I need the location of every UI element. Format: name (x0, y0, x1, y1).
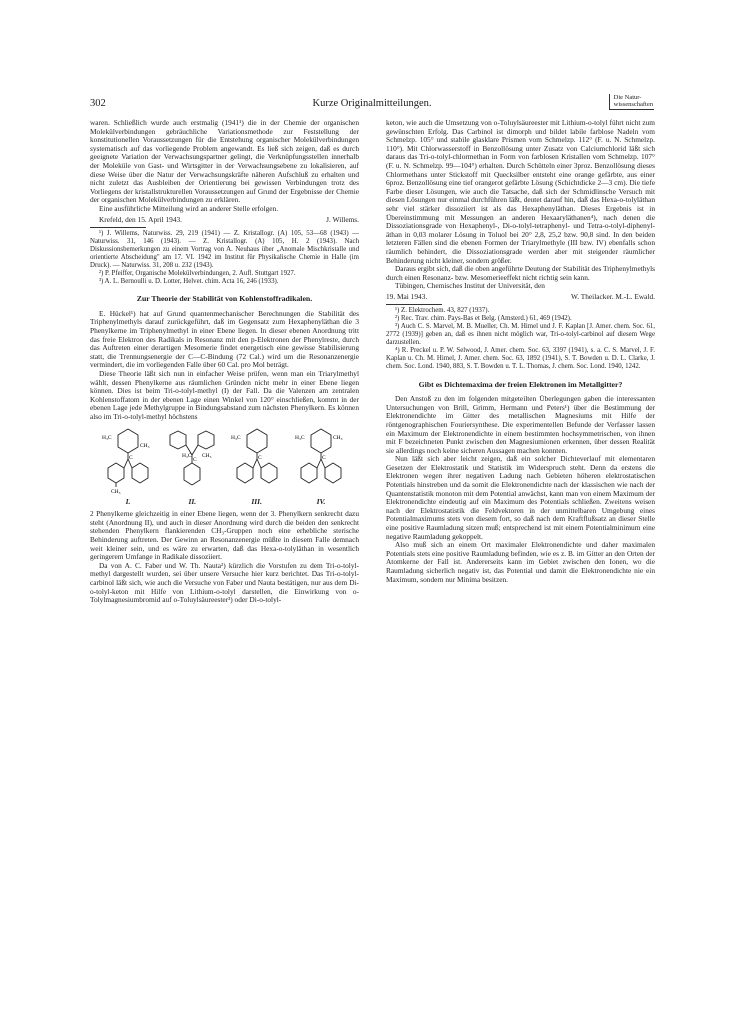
signature-line: Tübingen, Chemisches Institut der Universität, den (395, 281, 545, 291)
methyl-label: H₃C (294, 434, 305, 441)
paragraph: waren. Schließlich wurde auch erstmalig (1941¹) die in der Chemie der organischen Molekülverbindungen gebräuchliche Variationsmethode zur Feststellung der konstitutionellen Voraussetzungen für die Entstehung organischer Molekülverbindungen systematisch auf das vorliegende Problem angewandt. Es ließ sich zeigen, daß es durch geeignete Variation der Verwachsungspartner gelingt, die Verknüpfungsstellen innerhalb der Moleküle von Gast- und Wirtsgitter in der Verwachsungsebene zu lokalisieren, auf diese Weise über die Natur der Verwachsungskräfte näheren Aufschluß zu erhalten und nicht zuletzt das Ausbleiben der Orientierung bei gewissen Verbindungen trotz des Vorliegens der kristallstrukturellen Voraussetzungen auf Grund der Ergebnisse der Chemie der organischen Molekülverbindungen zu erklären. (90, 118, 359, 205)
structure-drawing (100, 425, 156, 497)
methyl-label: CH₃ (332, 434, 343, 441)
footnote: ²) Rec. Trav. chim. Pays-Bas et Belg. (Amsterd.) 61, 469 (1942). (395, 315, 572, 323)
paragraph: Daraus ergibt sich, daß die oben angeführte Deutung der Stabilität des Triphenylmethyls durch einen Resonanz- bzw. Mesomerieeffekt nicht richtig sein kann. (386, 264, 655, 282)
footnote: ¹) Z. Elektrochem. 43, 827 (1937). (395, 307, 490, 315)
journal-box (609, 94, 654, 110)
structure-drawing (229, 425, 285, 497)
methyl-label: CH₃ (140, 442, 150, 449)
structure-I (100, 425, 156, 507)
structure-label: IV. (316, 496, 326, 506)
carbon-label: C (193, 456, 197, 463)
section-title: Zur Theorie der Stabilität von Kohlenstoffradikalen. (136, 294, 313, 304)
methyl-label: H₃C (182, 452, 192, 459)
carbon-label: C (321, 454, 326, 461)
methyl-label: H₃C (230, 434, 241, 441)
paragraph: keton, wie auch die Umsetzung von o-Toluylsäureester mit Lithium-o-tolyl führt nicht zum gewünschten Erfolg. Das Carbinol ist dimorph und bildet labile farblose Nadeln vom Schmelzp. 105° und stabile glasklare Prismen vom Schmelzp. 112° (F. u. N. Schmelzp. 110°). Mit Chlorwasserstoff in Benzollösung unter Zusatz von Calciumchlorid läßt sich daraus das Tri-o-tolyl-chlormethan in Form von farblosen Kristallen vom Schmelzp. 107° (F. u. N. Schmelzp. 99—104°) erhalten. Durch Schütteln einer 3proz. Benzollösung dieses Chlormethans unter Stickstoff mit Quecksilber entsteht eine orange gefärbte, aus einer 6proz. Benzollösung eine tief orangerot gefärbte Lösung (Schichtdicke 2—3 cm). Die tiefe Farbe dieser Lösungen, wie auch die Tatsache, daß sich der Schmidlinsche Versuch mit diesen Lösungen nur einmal durchführen läßt, deutet darauf hin, daß das Hexa-o-tolyläthan sehr viel stärker dissoziiert ist als das Hexaphenyläthan. Dieses Ergebnis ist in Übereinstimmung mit Messungen an anderen Hexaaryläthanen⁴), nach denen die Dissoziationsgrade von Hexaphenyl-, Di-o-tolyl-tetraphenyl- und Tetra-o-tolyl-diphenyl-äthan in 0,03 molarer Lösung in Toluol bei 20° 2,8, 25,2 bzw. 90,8 sind. In den beiden letzteren Fällen sind die ebenen Formen der Triarylmethyle (III bzw. IV) ebenfalls schon räumlich behindert, die Dissoziationsgrade werden aber mit steigender räumlicher Behinderung nicht kleiner, sondern größer. (386, 118, 655, 265)
paragraph: Eine ausführliche Mitteilung wird an anderer Stelle erfolgen. (99, 203, 279, 213)
structure-label: I. (125, 496, 131, 506)
running-head: Kurze Originalmitteilungen. (312, 98, 432, 109)
paragraph: Also muß sich an einem Ort maximaler Elektronendichte und daher maximalen Potentials stets eine positive Raumladung befinden, wie es z. B. im Gitter an den Orten der Atomkerne der Fall ist. Andererseits kann im Gebiet zwischen den Ionen, wo die Raumladung sicherlich negativ ist, das Potential und damit die Elektronendichte nie ein Maximum, sondern nur Minima besitzen. (386, 540, 655, 584)
paragraph: Diese Theorie läßt sich nun in einfacher Weise prüfen, wenn man ein Triarylmethyl wählt, dessen Phenylkerne aus räumlichen Gründen nicht mehr in einer Ebene liegen können. Dies ist beim Tri-o-tolyl-methyl (I) der Fall. Da die Valenzen am zentralen Kohlenstoffatom in der ebenen Lage einen Winkel von 120° einschließen, kommt in der ebenen Lage jede Methylgruppe in Bindungsabstand zum nächsten Phenylkern. Es können also im Tri-o-tolyl-methyl höchstens (90, 369, 359, 421)
paragraph: Den Anstoß zu den im folgenden mitgeteilten Überlegungen gaben die interessanten Untersuchungen von Brill, Grimm, Hermann und Peters¹) über die Bestimmung der Elektronendichte im Gitter des metallischen Magnesiums mit Hilfe der röntgenographischen Fouriersynthese. Die experimentellen Befunde der Verfasser lassen ein Maximum der Elektronendichte in einem bestimmten hochsymmetrischen, von ihnen mit F bezeichneten Punkt zwischen den Magnesiumionen erkennen, über dessen Realität sie allerdings noch keine sicheren Aussagen machen konnten. (386, 394, 655, 455)
signature-place: Krefeld, den 15. April 1943. (99, 214, 183, 224)
structure-II (164, 425, 220, 507)
signature-authors: W. Theilacker. M.-L. Ewald. (570, 291, 655, 301)
right-column (386, 119, 655, 584)
footnote: ⁴) R. Preckel u. P. W. Selwood, J. Amer. chem. Soc. 63, 3397 (1941), s. a. C. S. Marvel, J. F. Kaplan u. Ch. M. Himel, J. Amer. chem. Soc. 63, 1892 (1941), S. T. Bowden u. D. L. Clarke, J. chem. Soc. Lond. 1940, 883, S. T. Bowden u. T. L. Thomas, J. chem. Soc. Lond. 1940, 1242. (386, 347, 655, 370)
structure-label: III. (251, 496, 262, 506)
signature (386, 293, 655, 302)
paragraph: E. Hückel¹) hat auf Grund quantenmechanischer Berechnungen die Stabilität des Triphenylmethyls darauf zurückgeführt, daß im Gegensatz zum Hexaphenyläthan die 3 Phenylkerne im Triphenylmethyl in einer Ebene liegen. In dieser ebenen Anordnung tritt das freie Elektron des Radikals in Resonanz mit den p-Elektronen der Phenylreste, durch das Auftreten einer derartigen Mesomerie findet energetisch eine gewisse Stabilisierung statt, die Trennungsenergie der C—C-Bindung (72 Cal.) wird um die Resonanzenergie vermindert, die im vorliegenden Falle über 60 Cal. pro Mol beträgt. (90, 308, 359, 370)
carbon-label: C (129, 454, 133, 461)
journal-line-1: Die Natur- (613, 94, 642, 101)
structure-label: II. (188, 496, 197, 506)
signature-date: 19. Mai 1943. (386, 291, 428, 301)
paragraph: Nun läßt sich aber leicht zeigen, daß ein solcher Dichteverlauf mit elementaren Gesetzen der Elektrostatik und Statistik im Widerspruch steht. Denn da erstens die Elektronen wegen ihrer negativen Ladung nach Gebieten höheren elektrostatischen Potentials hinstreben und da somit die Elektronendichte nach der klassischen wie nach der Quantenstatistik monoton mit dem Potential anwächst, kann man von einem Maximum der Elektronendichte eindeutig auf ein Maximum des Potentials schließen. Zweitens weisen nach der Elektrostatistik die Feldvektoren in der unmittelbaren Umgebung eines Potentialmaximums stets von diesem fort, so daß nach dem Kraftflußsatz an dieser Stelle eine positive Raumladung sitzen muß; entsprechend ist mit einem Potentialminimum eine negative Raumladung gekoppelt. (386, 454, 655, 541)
footnote: ³) A. L. Bernoulli u. D. Lotter, Helvet. chim. Acta 16, 246 (1933). (99, 277, 279, 285)
footnote: ²) P. Pfeiffer, Organische Molekülverbindungen, 2. Aufl. Stuttgart 1927. (99, 269, 296, 277)
left-column (90, 119, 359, 605)
section-title: Gibt es Dichtemaxima der freien Elektronen im Metallgitter? (418, 379, 623, 389)
footnote-rule (90, 227, 146, 228)
methyl-label: CH₃ (111, 488, 121, 495)
page-number: 302 (90, 98, 106, 109)
signature (90, 216, 359, 225)
methyl-label: H₃C (102, 434, 112, 441)
page-header (90, 94, 654, 116)
signature-author: J. Willems. (326, 214, 359, 224)
footnote: ¹) J. Willems, Naturwiss. 29, 219 (1941) — Z. Kristallogr. (A) 105, 53—68 (1943) — Naturwiss. 31, 146 (1943). — Z. Kristallogr. (A) 105, H. 2 (1943). Nach Diskussionsbemerkungen zu einem Vortrag von A. Neuhaus über „Anomale Mischkristalle und orientierte Abscheidung" am 17. VI. 1942 im Institut für Physikalische Chemie in Halle (im Druck). — Naturwiss. 31, 208 u. 232 (1943). (90, 230, 359, 269)
footnote: ³) Auch C. S. Marvel, M. B. Mueller, Ch. M. Himel und J. F. Kaplan [J. Amer. chem. Soc. 61, 2772 (1939)] geben an, daß es ihnen nicht möglich war, Tri-o-tolyl-carbinol auf diesem Wege darzustellen. (386, 323, 655, 347)
paragraph: Da von A. C. Faber und W. Th. Nauta²) kürzlich die Vorstufen zu dem Tri-o-tolyl-methyl dargestellt wurden, sei über unsere Versuche hier kurz berichtet. Das Tri-o-tolyl-carbinol läßt sich, wie auch die Versuche von Faber und Nauta bestätigen, nur aus dem Di-o-tolyl-keton mit Hilfe von Lithium-o-tolyl darstellen, die Einwirkung von o-Tolylmagnesiumbromid auf o-Toluylsäureester³) oder Di-o-tolyl- (90, 560, 359, 605)
structure-drawing (293, 425, 349, 497)
journal-line-2: wissenschaften (613, 101, 653, 108)
carbon-label: C (257, 454, 262, 461)
structure-drawing (164, 425, 220, 497)
methyl-label: CH₃ (202, 452, 212, 459)
paragraph: 2 Phenylkerne gleichzeitig in einer Ebene liegen, wenn der 3. Phenylkern senkrecht dazu steht (Anordnung II), und auch in dieser Anordnung wird durch die beiden den senkrecht stehenden Phenylkern flankierenden CH₃-Gruppen noch eine erhebliche sterische Behinderung auftreten. Der Gewinn an Resonanzenergie müßte in diesem Falle demnach weit kleiner sein, und es wäre zu erwarten, daß das Hexa-o-tolyläthan in wesentlich geringerem Umfange in Radikale dissoziiert. (90, 509, 359, 562)
structure-IV (293, 425, 349, 507)
structure-III (229, 425, 285, 507)
footnote-rule (386, 304, 442, 305)
structure-figure (90, 425, 359, 507)
